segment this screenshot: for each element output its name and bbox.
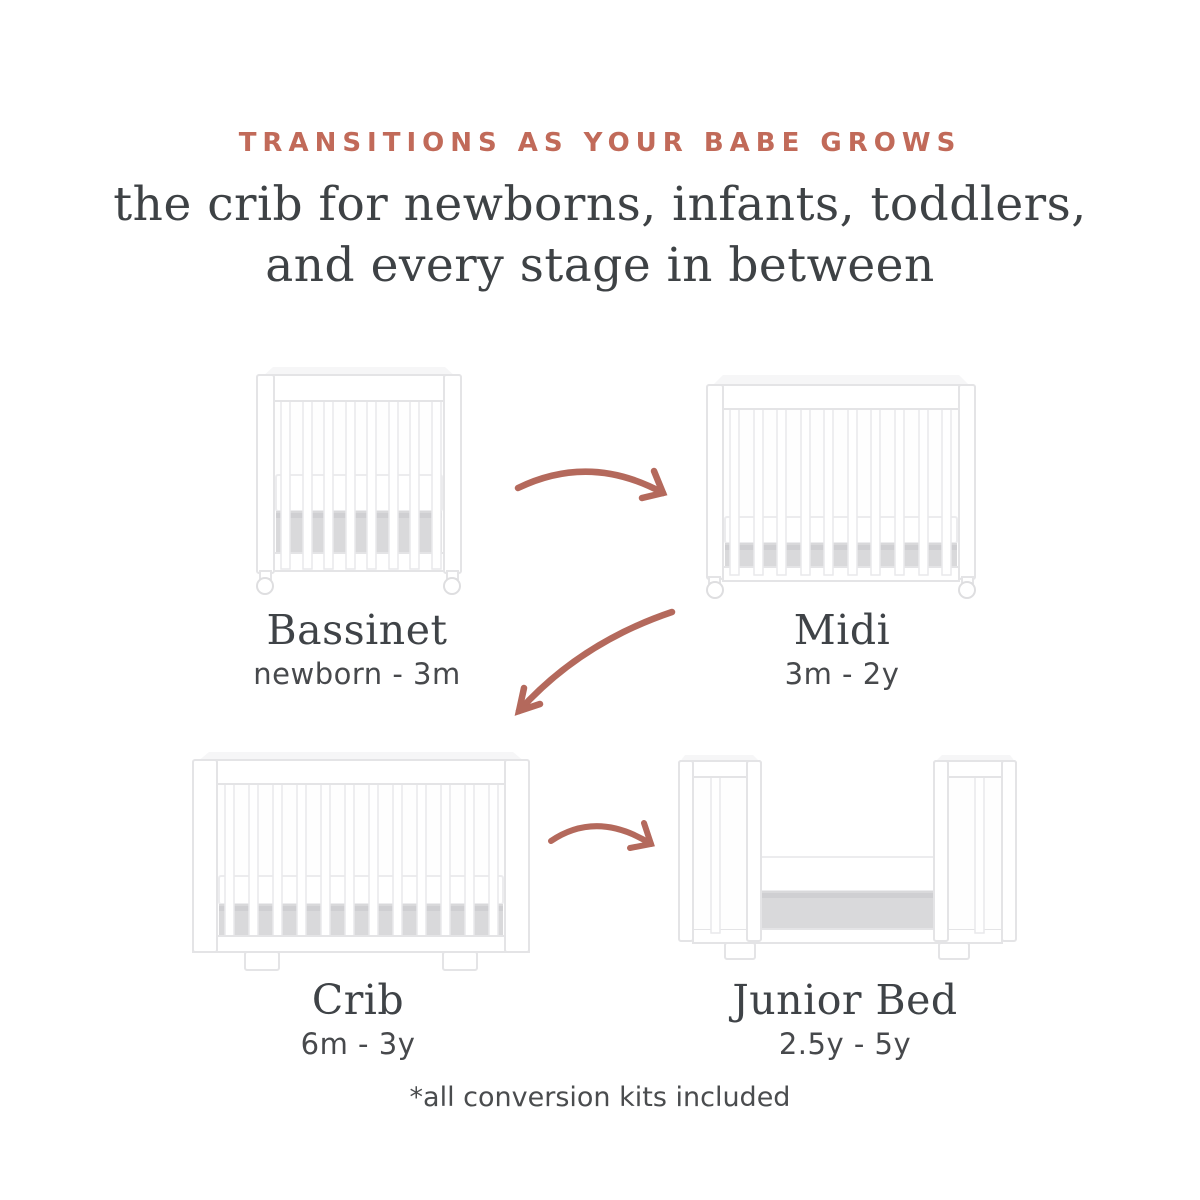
caster-wheel-icon <box>257 571 460 594</box>
caption-bassinet <box>227 606 487 694</box>
stage-name: Junior Bed <box>732 976 958 1024</box>
junior-bed-left-panel <box>679 755 761 941</box>
stage-age-range: newborn - 3m <box>253 657 461 691</box>
page-title-line-1: the crib for newborns, infants, toddlers, <box>113 177 1087 232</box>
junior-bed-right-panel <box>934 755 1016 941</box>
stage-age-range: 3m - 2y <box>784 657 900 691</box>
stage-name: Crib <box>311 976 405 1024</box>
stage-junior-bed <box>677 753 1018 965</box>
junior-bed-illustration <box>677 753 1018 965</box>
arrow-crib-to-junior-bed-icon <box>535 805 670 870</box>
page-title-line-2: and every stage in between <box>265 238 935 293</box>
bassinet-illustration <box>249 363 469 598</box>
full-size-crib-illustration <box>189 750 533 972</box>
arrow-midi-to-crib-icon <box>505 595 685 725</box>
eyebrow-tagline: TRANSITIONS AS YOUR BABE GROWS <box>238 128 962 158</box>
arrow-bassinet-to-midi-icon <box>505 445 675 515</box>
bed-foot <box>725 943 969 959</box>
page-title <box>0 174 1200 296</box>
crib-foot <box>245 952 477 970</box>
caption-crib <box>228 976 488 1064</box>
caption-junior-bed <box>712 976 978 1064</box>
stage-bassinet <box>249 363 469 598</box>
conversion-kits-footnote: *all conversion kits included <box>409 1082 791 1113</box>
stage-name: Bassinet <box>266 606 448 654</box>
stage-age-range: 6m - 3y <box>300 1027 416 1061</box>
caption-midi <box>712 606 972 694</box>
stage-crib <box>189 750 533 972</box>
stage-midi <box>701 371 981 601</box>
stage-age-range: 2.5y - 5y <box>778 1027 912 1061</box>
midi-crib-illustration <box>701 371 981 601</box>
stage-name: Midi <box>793 606 891 654</box>
